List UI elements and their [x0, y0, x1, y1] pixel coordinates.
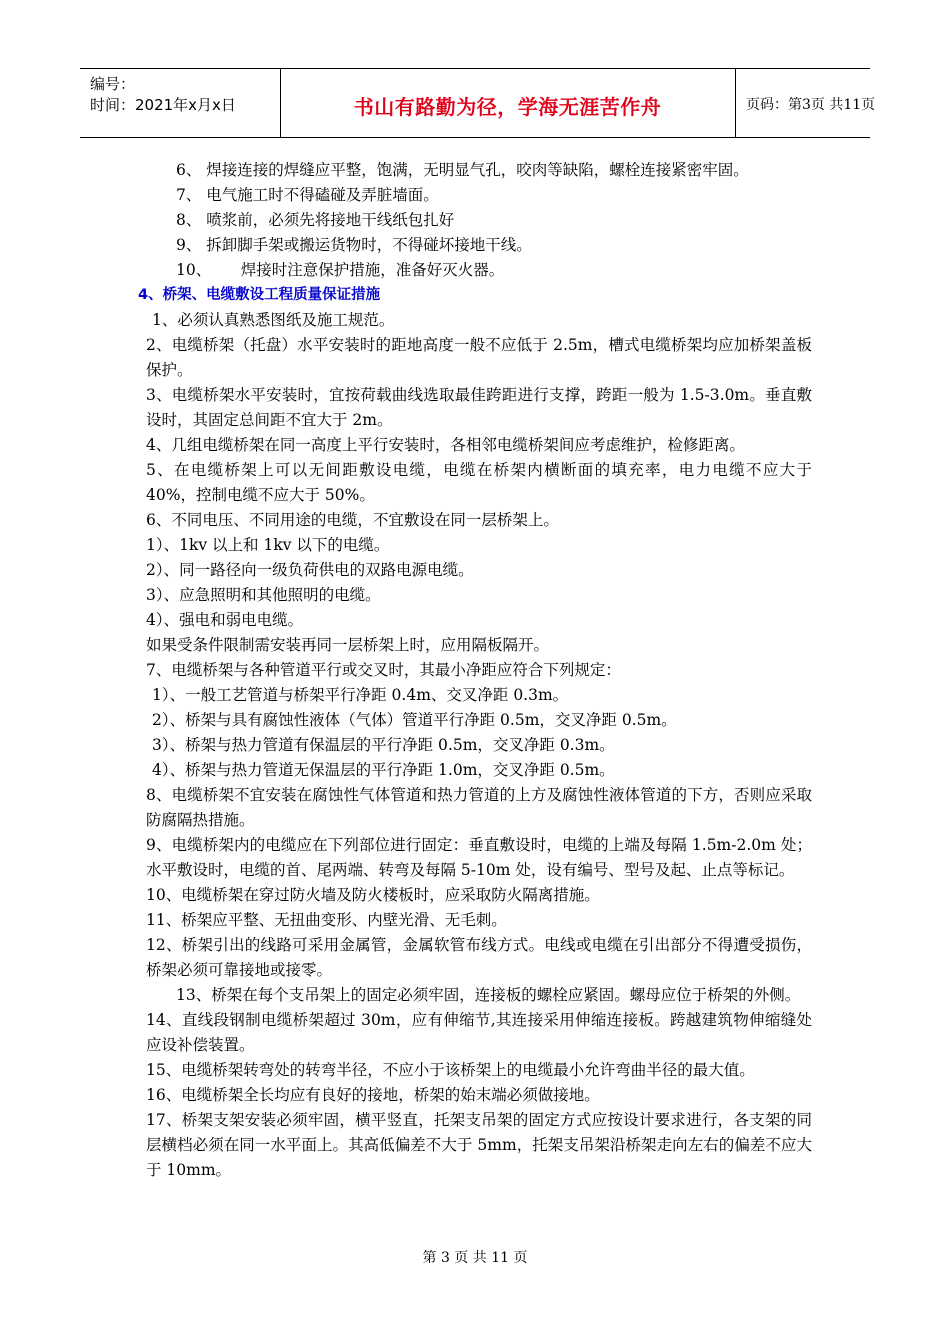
time-label: 时间：2021年x月x日 [90, 96, 236, 114]
page-header [80, 68, 876, 138]
header-page-cell [736, 69, 876, 137]
list-item: 3）、应急照明和其他照明的电缆。 [146, 586, 381, 604]
paragraph: 10、 焊接时注意保护措施，准备好灭火器。 [176, 261, 505, 279]
paragraph: 4、几组电缆桥架在同一高度上平行安装时，各相邻电缆桥架间应考虑维护，检修距离。 [146, 436, 745, 454]
list-item: 1）、1kv 以上和 1kv 以下的电缆。 [146, 536, 390, 554]
paragraph: 14、直线段钢制电缆桥架超过 30m，应有伸缩节,其连接采用伸缩连接板。跨越建筑物伸缩缝处应设补偿装置。 [146, 1011, 812, 1054]
paragraph: 9、电缆桥架内的电缆应在下列部位进行固定：垂直敷设时，电缆的上端及每隔 1.5m-2.0m 处；水平敷设时，电缆的首、尾两端、转弯及每隔 5-10m 处，设有编号、型号及起、止点等标记。 [146, 836, 812, 879]
list-item: 2）、桥架与具有腐蚀性液体（气体）管道平行净距 0.5m，交叉净距 0.5m。 [152, 711, 677, 729]
paragraph: 6、不同电压、不同用途的电缆，不宜敷设在同一层桥架上。 [146, 511, 559, 529]
paragraph: 11、桥架应平整、无扭曲变形、内壁光滑、无毛刺。 [146, 911, 507, 929]
section-heading: 4、桥架、电缆敷设工程质量保证措施 [138, 287, 381, 303]
paragraph: 6、 焊接连接的焊缝应平整，饱满，无明显气孔，咬肉等缺陷，螺栓连接紧密牢固。 [176, 161, 749, 179]
paragraph: 7、电缆桥架与各种管道平行或交叉时，其最小净距应符合下列规定： [146, 661, 621, 679]
list-item: 3）、桥架与热力管道有保温层的平行净距 0.5m，交叉净距 0.3m。 [152, 736, 615, 754]
header-info-cell [80, 69, 281, 137]
paragraph: 15、电缆桥架转弯处的转弯半径，不应小于该桥架上的电缆最小允许弯曲半径的最大值。 [146, 1061, 755, 1079]
motto-text: 书山有路勤为径，学海无涯苦作舟 [353, 95, 662, 119]
paragraph: 16、电缆桥架全长均应有良好的接地，桥架的始末端必须做接地。 [146, 1086, 600, 1104]
list-item: 4）、桥架与热力管道无保温层的平行净距 1.0m，交叉净距 0.5m。 [152, 761, 615, 779]
paragraph: 17、桥架支架安装必须牢固，横平竖直，托架支吊架的固定方式应按设计要求进行，各支架的同层横档必须在同一水平面上。其高低偏差不大于 5mm，托架支吊架沿桥架走向左右的偏差不应大于 10mm。 [146, 1111, 812, 1179]
paragraph: 2、电缆桥架（托盘）水平安装时的距地高度一般不应低于 2.5m，槽式电缆桥架均应加桥架盖板保护。 [146, 336, 812, 379]
header-motto-cell [280, 69, 736, 137]
paragraph: 3、电缆桥架水平安装时，宜按荷载曲线选取最佳跨距进行支撑，跨距一般为 1.5-3.0m。垂直敷设时，其固定总间距不宜大于 2m。 [146, 386, 812, 429]
paragraph: 12、桥架引出的线路可采用金属管，金属软管布线方式。电线或电缆在引出部分不得遭受损伤，桥架必须可靠接地或接零。 [146, 936, 812, 979]
paragraph: 7、 电气施工时不得磕碰及弄脏墙面。 [176, 186, 439, 204]
paragraph: 13、桥架在每个支吊架上的固定必须牢固，连接板的螺栓应紧固。螺母应位于桥架的外侧。 [176, 986, 801, 1004]
list-item: 4）、强电和弱电电缆。 [146, 611, 304, 629]
document-body [138, 158, 812, 1183]
list-item: 1）、一般工艺管道与桥架平行净距 0.4m、交叉净距 0.3m。 [152, 686, 569, 704]
list-item: 2）、同一路径向一级负荷供电的双路电源电缆。 [146, 561, 474, 579]
paragraph: 如果受条件限制需安装再同一层桥架上时，应用隔板隔开。 [146, 636, 550, 654]
number-label: 编号： [90, 75, 136, 93]
page-code: 页码：第3页 共11页 [746, 97, 876, 113]
paragraph: 8、电缆桥架不宜安装在腐蚀性气体管道和热力管道的上方及腐蚀性液体管道的下方，否则应采取防腐隔热措施。 [146, 786, 812, 829]
paragraph: 1、必须认真熟悉图纸及施工规范。 [152, 311, 395, 329]
paragraph: 5、在电缆桥架上可以无间距敷设电缆，电缆在桥架内横断面的填充率，电力电缆不应大于 40%，控制电缆不应大于 50%。 [146, 461, 812, 504]
paragraph: 10、电缆桥架在穿过防火墙及防火楼板时，应采取防火隔离措施。 [146, 886, 600, 904]
paragraph: 8、 喷浆前，必须先将接地干线纸包扎好 [176, 211, 455, 229]
paragraph: 9、 拆卸脚手架或搬运货物时，不得碰坏接地干线。 [176, 236, 532, 254]
page-footer: 第 3 页 共 11 页 [422, 1250, 528, 1266]
